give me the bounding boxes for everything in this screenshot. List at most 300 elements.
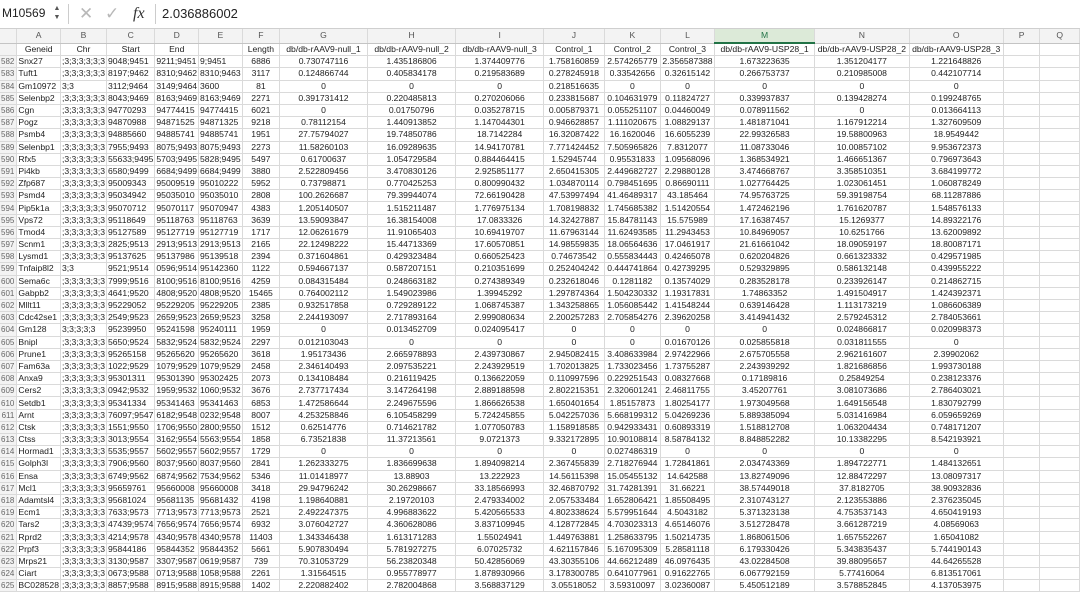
cell[interactable] <box>1040 190 1080 202</box>
cell[interactable] <box>1003 80 1040 92</box>
cell[interactable]: 5.744190143 <box>909 543 1003 555</box>
cell[interactable]: 3639 <box>242 214 279 226</box>
cell[interactable]: 0.252404242 <box>544 263 605 275</box>
cell[interactable]: 5.781927275 <box>367 543 455 555</box>
cell[interactable]: 9.953672373 <box>909 141 1003 153</box>
cell[interactable]: 1.515211487 <box>367 202 455 214</box>
cell[interactable]: 0 <box>604 80 660 92</box>
cell[interactable]: ;3;3;3;3;3;3 <box>61 519 105 530</box>
cell[interactable]: 11.67963144 <box>544 226 605 238</box>
cell[interactable]: 1.673223635 <box>715 56 815 68</box>
cell[interactable]: 4.703023313 <box>604 519 660 531</box>
cell[interactable]: 9521;9514 <box>107 263 155 275</box>
cell[interactable]: 0.012103043 <box>280 336 368 348</box>
cell[interactable]: 0.946628857 <box>544 117 605 129</box>
cell[interactable]: 0.442107714 <box>909 68 1003 80</box>
cell[interactable]: 7.505965826 <box>604 141 660 153</box>
column-title-cell[interactable]: End <box>155 43 199 56</box>
cell[interactable]: 1.74863352 <box>715 287 815 299</box>
cell[interactable]: 41.46489317 <box>604 190 660 202</box>
cell[interactable]: 0.74673542 <box>544 251 605 263</box>
cell[interactable]: 95010222 <box>199 178 243 190</box>
cell[interactable]: 95844352 <box>199 543 243 555</box>
cell[interactable]: 2.376235045 <box>909 494 1003 506</box>
cell[interactable]: 1.368534921 <box>715 153 815 165</box>
cell[interactable] <box>1003 409 1040 421</box>
cell[interactable] <box>1003 580 1040 592</box>
cell[interactable]: 2.737717434 <box>280 385 368 397</box>
cell[interactable]: Lysmd1 <box>17 251 61 263</box>
cell[interactable]: 14.56115398 <box>544 470 605 482</box>
cell[interactable] <box>1040 324 1080 336</box>
cell[interactable]: 1.51420554 <box>660 202 714 214</box>
cell[interactable]: 0 <box>544 324 605 336</box>
cell[interactable]: 1.19317831 <box>660 287 714 299</box>
cell[interactable]: ;3;3;3;3;3;3 <box>61 105 105 116</box>
row-number[interactable]: 589 <box>0 141 17 153</box>
cell[interactable]: 4.360628086 <box>367 519 455 531</box>
cell[interactable]: 9211;9451 <box>155 56 199 68</box>
row-number[interactable]: 614 <box>0 446 17 458</box>
cell[interactable]: 95681135 <box>155 494 199 506</box>
cell[interactable]: 95070947 <box>199 202 243 214</box>
cell[interactable]: 17.0833326 <box>456 214 544 226</box>
cell[interactable]: 0.210985008 <box>815 68 910 80</box>
cell[interactable]: 8915;9588 <box>156 580 198 591</box>
cell[interactable]: 2394 <box>242 251 279 263</box>
cell[interactable] <box>1040 299 1080 311</box>
cell[interactable]: 2.579245312 <box>815 312 910 324</box>
cell[interactable]: 2659;9523 <box>200 312 241 323</box>
cell[interactable] <box>1003 226 1040 238</box>
cell[interactable]: 1.868061506 <box>715 531 815 543</box>
cell[interactable]: 6886 <box>242 56 279 68</box>
cell[interactable] <box>1040 519 1080 531</box>
cell[interactable]: 0.439955222 <box>909 263 1003 275</box>
cell[interactable] <box>1040 458 1080 470</box>
cell[interactable]: 1.472586644 <box>280 397 368 409</box>
cell[interactable]: ;3;3;3;3;3;3 <box>61 568 105 579</box>
cell[interactable]: 27.75794027 <box>280 129 368 141</box>
cell[interactable]: 1.878930966 <box>456 568 544 580</box>
cell[interactable]: 3676 <box>242 385 279 397</box>
column-title-cell[interactable] <box>199 43 243 56</box>
cell[interactable]: 8915;9588 <box>200 580 241 591</box>
row-number[interactable]: 596 <box>0 226 17 238</box>
cell[interactable]: Golph3l <box>17 458 61 470</box>
cell[interactable]: 8.848852282 <box>715 434 815 446</box>
cell[interactable]: 0.86690111 <box>660 178 714 190</box>
cell[interactable]: 0 <box>909 446 1003 458</box>
cell[interactable]: 2165 <box>242 239 279 251</box>
cell[interactable]: 0.60893319 <box>660 421 714 433</box>
row-number[interactable]: 595 <box>0 214 17 226</box>
cell[interactable]: 95229205 <box>199 299 243 311</box>
cell[interactable]: 5650;9524 <box>107 336 155 348</box>
cell[interactable]: 0.027486319 <box>604 446 660 458</box>
cell[interactable] <box>1040 165 1080 177</box>
cell[interactable]: 0.266753737 <box>715 68 815 80</box>
cell[interactable]: 95239950 <box>107 324 155 336</box>
cell[interactable]: ;3;3;3;3;3;3 <box>61 543 105 554</box>
cell[interactable]: Vps72 <box>17 214 61 226</box>
cell[interactable] <box>1003 543 1040 555</box>
cell[interactable]: 0.229251543 <box>604 373 660 385</box>
cell[interactable]: 22.99326583 <box>715 129 815 141</box>
cell[interactable]: 0.714621782 <box>367 421 455 433</box>
cell[interactable]: 2.29880128 <box>660 165 714 177</box>
cell[interactable]: 0.955778977 <box>367 568 455 580</box>
cell[interactable]: 3.076042727 <box>280 519 368 531</box>
cell[interactable]: 3.578852845 <box>815 580 910 592</box>
cell[interactable]: 4.5043182 <box>660 507 714 519</box>
cell[interactable]: 13.62009892 <box>909 226 1003 238</box>
cell[interactable]: 5828;9495 <box>200 153 241 164</box>
cell[interactable] <box>1003 470 1040 482</box>
cell[interactable] <box>1040 226 1080 238</box>
cell[interactable]: 2.784053661 <box>909 312 1003 324</box>
cell[interactable]: 94885660 <box>107 129 155 141</box>
cell[interactable]: 4214;9578 <box>107 531 155 543</box>
cell[interactable]: 1.054729584 <box>367 153 455 165</box>
cell[interactable]: 0.42739295 <box>660 263 714 275</box>
cell[interactable]: 1.198640881 <box>280 494 368 506</box>
cell[interactable]: 18.7142284 <box>456 129 544 141</box>
column-header-b[interactable]: B <box>60 29 106 43</box>
cell[interactable]: 95341463 <box>155 397 199 409</box>
cell[interactable]: 1.343346438 <box>280 531 368 543</box>
cell[interactable]: 31.74281391 <box>604 482 660 494</box>
cell[interactable]: 2913;9513 <box>200 239 241 250</box>
cell[interactable]: 1122 <box>242 263 279 275</box>
cell[interactable]: 0.729289122 <box>367 299 455 311</box>
cell[interactable]: 95844352 <box>155 543 199 555</box>
cell[interactable]: 8.58784132 <box>660 434 714 446</box>
cell[interactable]: 3.568837129 <box>456 580 544 592</box>
cell[interactable]: 2273 <box>242 141 279 153</box>
cell[interactable]: 0.270206066 <box>456 92 544 104</box>
cell[interactable]: 8163;9469 <box>156 92 198 103</box>
cell[interactable]: 6021 <box>242 104 279 116</box>
cell[interactable]: 1.343258865 <box>544 299 605 311</box>
cell[interactable] <box>1040 153 1080 165</box>
cell[interactable]: 15.1269377 <box>815 214 910 226</box>
cell[interactable]: 1.894722771 <box>815 458 910 470</box>
cell[interactable]: 4.137053975 <box>909 580 1003 592</box>
cell[interactable]: 95844186 <box>107 543 155 555</box>
cell[interactable]: ;3;3;3;3;3;3 <box>61 117 105 128</box>
cell[interactable]: 5.04269236 <box>660 409 714 421</box>
row-number[interactable]: 620 <box>0 519 17 531</box>
cell[interactable]: 2.320601241 <box>604 385 660 397</box>
name-box-stepper-icon[interactable]: ▲ ▼ <box>53 5 61 21</box>
cell[interactable]: 2.786403021 <box>909 385 1003 397</box>
cell[interactable]: 95137986 <box>155 251 199 263</box>
column-header-i[interactable]: I <box>456 29 544 43</box>
cell[interactable]: 3.081073686 <box>815 385 910 397</box>
cell[interactable]: Psmd4 <box>17 190 61 202</box>
cell[interactable]: 0.641077961 <box>604 568 660 580</box>
cell[interactable]: 7906;9560 <box>107 458 155 470</box>
cell[interactable] <box>1040 397 1080 409</box>
cell[interactable] <box>1003 555 1040 567</box>
column-title-cell[interactable]: Geneid <box>17 43 61 56</box>
cell[interactable]: 2913;9513 <box>156 239 198 250</box>
cell[interactable]: 0.110997596 <box>544 373 605 385</box>
row-number[interactable]: 588 <box>0 129 17 141</box>
cell[interactable]: Pogz <box>17 117 61 129</box>
cell[interactable]: 2.574265779 <box>604 56 660 68</box>
cell[interactable]: 0.61700637 <box>280 153 368 165</box>
cell[interactable] <box>1040 494 1080 506</box>
cell[interactable]: 95265620 <box>155 348 199 360</box>
cell[interactable]: 0.748171207 <box>909 421 1003 433</box>
cell[interactable]: 5.031416984 <box>815 409 910 421</box>
cell[interactable]: 2.19720103 <box>367 494 455 506</box>
cell[interactable]: 7955;9493 <box>107 141 155 153</box>
cell[interactable]: 1.652806421 <box>604 494 660 506</box>
cell[interactable]: 1.472462196 <box>715 202 815 214</box>
cell[interactable]: 47.53997494 <box>544 190 605 202</box>
cell[interactable]: 5.450512189 <box>715 580 815 592</box>
column-header-h[interactable]: H <box>367 29 455 43</box>
column-title-cell[interactable]: db/db-rAAV9-USP28_3 <box>909 43 1003 56</box>
cell[interactable]: Ctsk <box>17 421 61 433</box>
cell[interactable]: 0.136622059 <box>456 373 544 385</box>
cell[interactable]: 0.210351699 <box>456 263 544 275</box>
column-header-a[interactable]: A <box>17 29 61 43</box>
cell[interactable]: 2841 <box>242 458 279 470</box>
cell[interactable] <box>1003 239 1040 251</box>
cell[interactable]: 37.8182705 <box>815 482 910 494</box>
cell[interactable]: 0 <box>660 446 714 458</box>
cell[interactable]: 56.23820348 <box>367 555 455 567</box>
cell[interactable]: 0.620204826 <box>715 251 815 263</box>
row-number[interactable]: 601 <box>0 287 17 299</box>
cell[interactable]: 95127719 <box>155 226 199 238</box>
cell[interactable] <box>1003 275 1040 287</box>
cell[interactable]: 16.32087422 <box>544 129 605 141</box>
cell[interactable] <box>1003 129 1040 141</box>
cell[interactable] <box>1003 68 1040 80</box>
cell[interactable]: 1.086606389 <box>909 299 1003 311</box>
cell[interactable]: 0.661323332 <box>815 251 910 263</box>
row-number[interactable]: 603 <box>0 312 17 324</box>
cell[interactable]: 16.1620046 <box>604 129 660 141</box>
cell[interactable]: 4808;9520 <box>200 287 241 298</box>
cell[interactable] <box>1003 214 1040 226</box>
cell[interactable]: 2.439730867 <box>456 348 544 360</box>
cell[interactable]: 19.74850786 <box>367 129 455 141</box>
cell[interactable]: 95229205 <box>155 299 199 311</box>
cell[interactable]: 1.518812708 <box>715 421 815 433</box>
cell[interactable]: 3258 <box>242 312 279 324</box>
row-number[interactable]: 593 <box>0 190 17 202</box>
cell[interactable]: 8037;9560 <box>156 458 198 469</box>
cell[interactable]: 1.111020675 <box>604 117 660 129</box>
cell[interactable]: 18.06564636 <box>604 239 660 251</box>
cell[interactable] <box>1040 336 1080 348</box>
cell[interactable]: 0.639146428 <box>715 299 815 311</box>
cell[interactable]: 1.258633795 <box>604 531 660 543</box>
cell[interactable]: 1.80254177 <box>660 397 714 409</box>
cell[interactable]: 16.09289635 <box>367 141 455 153</box>
cell[interactable]: 1.034870114 <box>544 178 605 190</box>
cell[interactable]: ;3;3;3;3;3;3 <box>61 360 105 371</box>
cell[interactable]: 2659;9523 <box>156 312 198 323</box>
cancel-icon[interactable]: ✕ <box>79 4 94 23</box>
cell[interactable]: 2800;9550 <box>200 421 241 432</box>
cell[interactable]: 1729 <box>242 446 279 458</box>
cell[interactable]: 95139518 <box>199 251 243 263</box>
cell[interactable]: ;3;3;3;3;3;3 <box>61 446 105 457</box>
cell[interactable]: 0.01750796 <box>367 104 455 116</box>
cell[interactable]: 94774415 <box>199 104 243 116</box>
cell[interactable]: ;3;3;3;3;3;3 <box>61 165 105 176</box>
cell[interactable]: 8310;9462 <box>156 68 198 79</box>
cell[interactable]: 5.889385094 <box>715 409 815 421</box>
cell[interactable]: 1.866626538 <box>456 397 544 409</box>
cell[interactable] <box>1003 360 1040 372</box>
row-number[interactable]: 599 <box>0 263 17 275</box>
row-number[interactable]: 583 <box>0 68 17 80</box>
cell[interactable]: 0.024866817 <box>815 324 910 336</box>
cell[interactable]: Pi4kb <box>17 165 61 177</box>
cell[interactable]: 0.391731412 <box>280 92 368 104</box>
cell[interactable]: 4.253258846 <box>280 409 368 421</box>
cell[interactable]: 2.346140493 <box>280 360 368 372</box>
cell[interactable]: 0.529329895 <box>715 263 815 275</box>
cell[interactable]: ;3;3;3;3;3;3 <box>61 251 105 262</box>
cell[interactable]: 5.907830494 <box>280 543 368 555</box>
cell[interactable]: 15.84781143 <box>604 214 660 226</box>
cell[interactable]: 0.025855818 <box>715 336 815 348</box>
column-title-cell[interactable]: db/db-rAAV9-null_1 <box>280 43 368 56</box>
cell[interactable]: 0 <box>715 80 815 92</box>
cell[interactable]: 1.836699638 <box>367 458 455 470</box>
cell[interactable]: Cers2 <box>17 385 61 397</box>
cell[interactable]: 2.449682727 <box>604 165 660 177</box>
cell[interactable]: 95009519 <box>155 178 199 190</box>
cell[interactable] <box>1003 421 1040 433</box>
cell[interactable]: 1058;9588 <box>200 568 241 579</box>
cell[interactable]: 95660008 <box>199 482 243 494</box>
cell[interactable]: 1.830792799 <box>909 397 1003 409</box>
cell[interactable]: 95301390 <box>155 373 199 385</box>
cell[interactable]: 95142360 <box>199 263 243 275</box>
cell[interactable]: 1.449763881 <box>544 531 605 543</box>
cell[interactable]: 0.884464415 <box>456 153 544 165</box>
cell[interactable]: 94871325 <box>199 117 243 129</box>
cell[interactable] <box>1003 141 1040 153</box>
cell[interactable]: 95118763 <box>199 214 243 226</box>
cell[interactable]: 6.813517061 <box>909 568 1003 580</box>
cell[interactable]: 1.548576133 <box>909 202 1003 214</box>
row-number[interactable]: 612 <box>0 421 17 433</box>
cell[interactable]: Tmod4 <box>17 226 61 238</box>
cell[interactable]: 6.105458299 <box>367 409 455 421</box>
cell[interactable]: 0 <box>456 446 544 458</box>
cell[interactable]: 2.962161607 <box>815 348 910 360</box>
cell[interactable]: 43.02284508 <box>715 555 815 567</box>
cell[interactable]: 4.128772845 <box>544 519 605 531</box>
cell[interactable]: 1.733023456 <box>604 360 660 372</box>
cell[interactable]: Pip5k1a <box>17 202 61 214</box>
cell[interactable]: 11403 <box>242 531 279 543</box>
cell[interactable]: 0673;9588 <box>107 568 155 580</box>
cell[interactable] <box>1003 494 1040 506</box>
cell[interactable]: 0.08327668 <box>660 373 714 385</box>
cell[interactable]: 4.621157846 <box>544 543 605 555</box>
cell[interactable] <box>1003 251 1040 263</box>
cell[interactable] <box>1003 104 1040 116</box>
cell[interactable]: 6.059659269 <box>909 409 1003 421</box>
cell[interactable]: 2.492247375 <box>280 507 368 519</box>
cell[interactable]: 5.420565533 <box>456 507 544 519</box>
cell[interactable] <box>1003 56 1040 68</box>
cell[interactable]: 2297 <box>242 336 279 348</box>
cell[interactable]: 3.02360087 <box>660 580 714 592</box>
cell[interactable]: 11.37213561 <box>367 434 455 446</box>
cell[interactable] <box>1003 190 1040 202</box>
cell[interactable]: 3117 <box>242 68 279 80</box>
cell[interactable] <box>1040 373 1080 385</box>
cell[interactable]: 50.42856069 <box>456 555 544 567</box>
cell[interactable]: 3600 <box>199 80 243 92</box>
cell[interactable]: 0 <box>815 80 910 92</box>
cell[interactable]: 10.69419707 <box>456 226 544 238</box>
row-number[interactable]: 623 <box>0 555 17 567</box>
cell[interactable]: 0.594667137 <box>280 263 368 275</box>
cell[interactable]: 1.708198832 <box>544 202 605 214</box>
cell[interactable]: 18.80087171 <box>909 239 1003 251</box>
cell[interactable]: 1.327609509 <box>909 117 1003 129</box>
cell[interactable]: 94885741 <box>199 129 243 141</box>
cell[interactable]: ;3;3;3;3;3;3 <box>61 336 105 347</box>
cell[interactable] <box>1040 68 1080 80</box>
cell[interactable]: 0.055251107 <box>604 104 660 116</box>
cell[interactable]: 4383 <box>242 202 279 214</box>
cell[interactable]: 0 <box>815 446 910 458</box>
cell[interactable]: 38.57449018 <box>715 482 815 494</box>
row-number[interactable]: 610 <box>0 397 17 409</box>
cell[interactable]: 3112;9464 <box>107 80 155 92</box>
column-title-cell[interactable] <box>1040 43 1080 56</box>
cell[interactable]: 1.745685382 <box>604 202 660 214</box>
cell[interactable]: 4.802338624 <box>544 507 605 519</box>
cell[interactable]: Selenbp1 <box>17 141 61 153</box>
cell[interactable]: ;3;3;3;3;3;3 <box>61 68 105 79</box>
cell[interactable]: 14.94170781 <box>456 141 544 153</box>
cell[interactable] <box>1003 299 1040 311</box>
cell[interactable]: 8100;9516 <box>200 275 241 286</box>
cell[interactable]: 3130;9587 <box>107 555 155 567</box>
cell[interactable]: 0.005879371 <box>544 104 605 116</box>
cell[interactable]: 0.429571985 <box>909 251 1003 263</box>
cell[interactable]: 55633;9495 <box>108 153 154 164</box>
cell[interactable]: 0.04460049 <box>660 104 714 116</box>
cell[interactable] <box>1003 202 1040 214</box>
column-title-cell[interactable]: db/db-rAAV9-USP28_1 <box>715 43 815 56</box>
cell[interactable]: 70.31053729 <box>280 555 368 567</box>
cell[interactable]: 0.371604861 <box>280 251 368 263</box>
cell[interactable] <box>1040 360 1080 372</box>
cell[interactable]: 79.39944074 <box>367 190 455 202</box>
cell[interactable]: 5.371323138 <box>715 507 815 519</box>
cell[interactable]: 1.221648826 <box>909 56 1003 68</box>
cell[interactable]: ;3;3;3;3;3;3 <box>61 385 105 396</box>
cell[interactable]: 6.73521838 <box>280 434 368 446</box>
